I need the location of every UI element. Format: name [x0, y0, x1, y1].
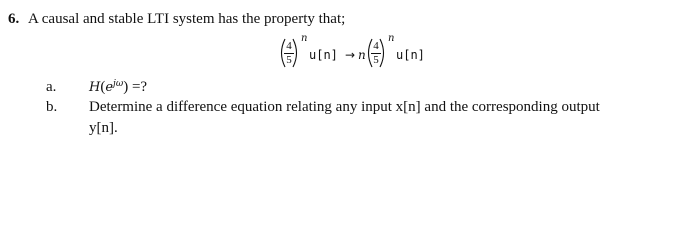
- question-number: 6.: [8, 11, 20, 27]
- fraction-numerator: 4: [373, 40, 379, 52]
- output-multiplier: n: [358, 48, 366, 62]
- system-property-equation: [279, 34, 429, 74]
- part-b-continuation: [89, 119, 118, 137]
- part-a-function: H: [89, 80, 101, 95]
- part-a-marker: a.: [46, 79, 57, 95]
- question-6-stem: [8, 10, 345, 28]
- input-fraction: [279, 34, 299, 74]
- output-exponent: n: [388, 33, 395, 44]
- question-stem-text: A causal and stable LTI system has the property that;: [28, 11, 346, 27]
- part-a-base: e: [105, 80, 114, 95]
- part-a-close-paren: ): [123, 79, 129, 95]
- fraction-numerator: 4: [286, 40, 292, 52]
- part-b-text-line-1: Determine a difference equation relating any input x[n] and the corresponding output: [89, 99, 600, 115]
- fraction-denominator: 5: [286, 54, 292, 66]
- part-b-text-line-2: y[n].: [89, 120, 118, 136]
- output-fraction: [366, 34, 386, 74]
- input-exponent: n: [301, 33, 308, 44]
- part-a-superscript: jω: [113, 79, 124, 89]
- part-a-open-paren: (: [100, 79, 106, 95]
- maps-to-arrow: →: [345, 48, 356, 62]
- part-b: [46, 98, 600, 116]
- part-a: [46, 75, 147, 97]
- part-a-suffix: =?: [128, 79, 148, 95]
- part-b-marker: b.: [46, 99, 58, 115]
- input-signal: u[n]: [309, 48, 338, 62]
- fraction-denominator: 5: [373, 54, 379, 66]
- output-signal: u[n]: [396, 48, 425, 62]
